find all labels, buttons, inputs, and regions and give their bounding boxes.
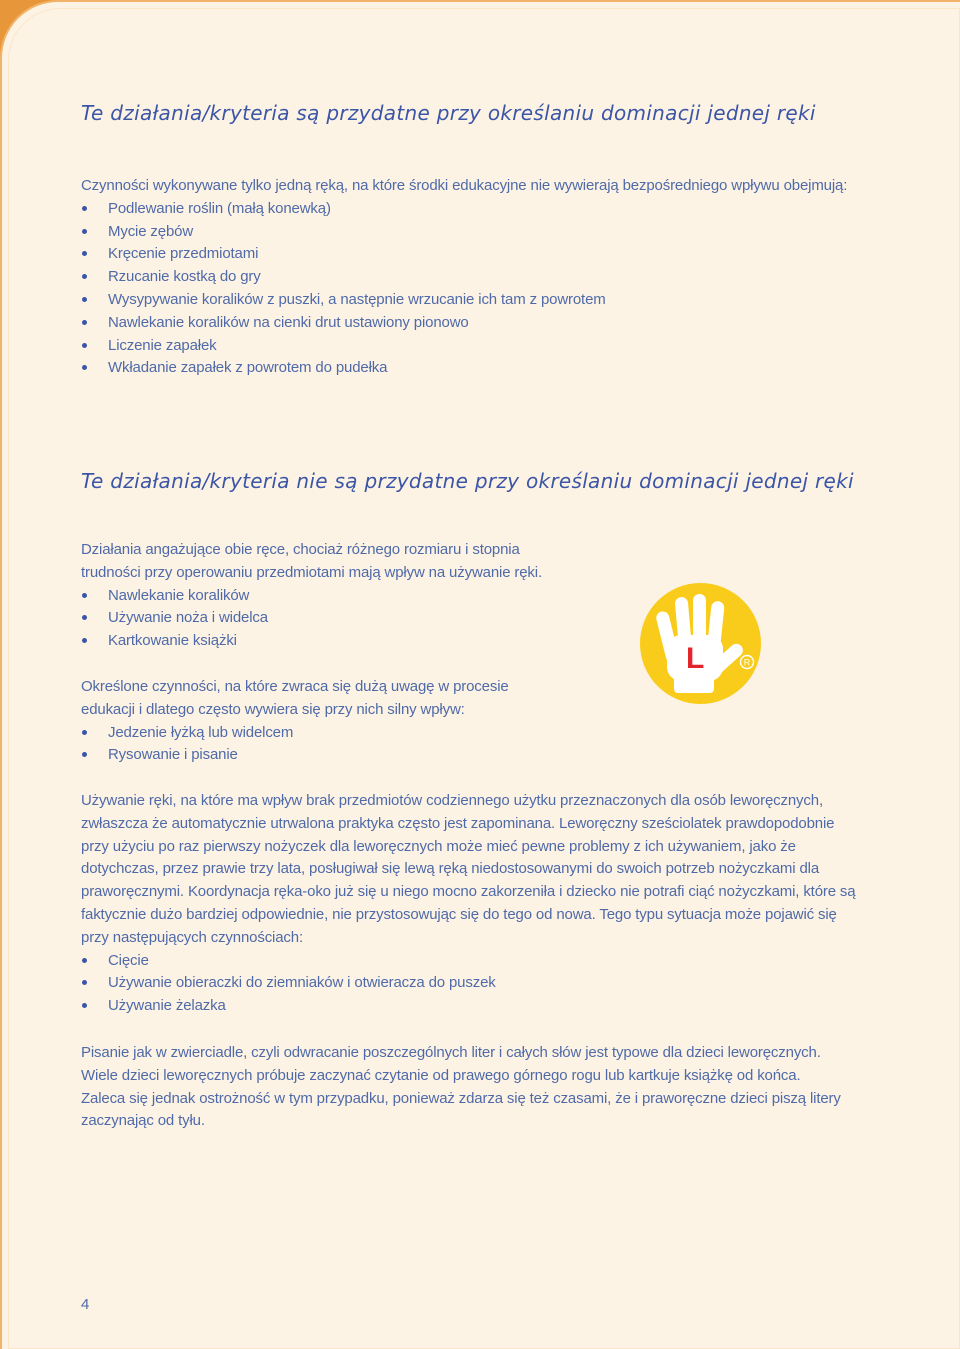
paragraph-line: zwłaszcza że automatycznie utrwalona praktyka często jest zapominana. Leworęczny sześciolatek prawdopodobnie [81,814,835,832]
section1-heading: Te działania/kryteria są przydatne przy określaniu dominacji jednej ręki [81,101,816,125]
left-hand-logo-graphic [640,583,761,704]
section2-intro-line: Działania angażujące obie ręce, chociaż różnego rozmiaru i stopnia [81,541,520,558]
page-number: 4 [81,1296,90,1313]
section1-list [81,198,847,380]
paragraph-line: Wiele dzieci leworęcznych próbuje zaczynać czytanie od prawego górnego rogu lub kartkuje książkę od końca. [81,1066,801,1084]
paragraph-line: faktycznie dużo bardziej odpowiednie, nie przystosowując się do tego od nowa. Tego typu sytuacja może pojawić się [81,905,837,923]
section2-list3 [81,950,855,1018]
paragraph-line: przy następujących czynnościach: [81,928,303,946]
list-item: Rzucanie kostką do gry [81,266,847,289]
list-item: Mycie zębów [81,221,847,244]
section2-heading: Te działania/kryteria nie są przydatne przy określaniu dominacji jednej ręki [81,469,854,493]
list-item: Używanie noża i widelca [81,607,542,630]
list-item: Jedzenie łyżką lub widelcem [81,722,509,745]
section2-list2 [81,722,509,768]
list-item: Rysowanie i pisanie [81,744,509,767]
logo-letter: L [686,642,705,675]
list-item: Podlewanie roślin (małą konewką) [81,198,847,221]
section2-intro2-line: Określone czynności, na które zwraca się dużą uwagę w procesie [81,678,509,695]
section1-intro: Czynności wykonywane tylko jedną ręką, na które środki edukacyjne nie wywierają bezpośredniego wpływu obejmują: [81,177,848,194]
section2-intro2-line: edukacji i dlatego często wywiera się przy nich silny wpływ: [81,700,465,718]
paragraph-line: Pisanie jak w zwierciadle, czyli odwracanie poszczególnych liter i całych słów jest typowe dla dzieci leworęcznych. [81,1044,821,1061]
section2-intro-line: trudności przy operowaniu przedmiotami mają wpływ na używanie ręki. [81,563,542,581]
section2-intro-block [81,539,542,653]
list-item: Używanie żelazka [81,995,855,1018]
list-item: Kręcenie przedmiotami [81,243,847,266]
paragraph-line: praworęcznymi. Koordynacja ręka-oko już się u niego mocno zakorzeniła i dziecko nie potrafi ciąć nożyczkami, które są [81,883,856,901]
list-item: Nawlekanie koralików na cienki drut ustawiony pionowo [81,312,847,335]
list-item: Liczenie zapałek [81,335,847,358]
registered-mark: R [743,657,751,668]
paragraph-line: Zaleca się jednak ostrożność w tym przypadku, ponieważ zdarza się też czasami, że i praworęczne dzieci piszą litery [81,1089,841,1107]
paragraph-line: zaczynając od tyłu. [81,1112,205,1130]
section2-intro2-block [81,676,509,767]
list-item: Cięcie [81,950,855,973]
list-item: Używanie obieraczki do ziemniaków i otwieracza do puszek [81,972,855,995]
section2-list [81,585,542,653]
list-item: Wysypywanie koralików z puszki, a następnie wrzucanie ich tam z powrotem [81,289,847,312]
section2-paragraph-block [81,790,855,1018]
paragraph-line: przy użyciu po raz pierwszy nożyczek dla leworęcznych może mieć pewne problemy z ich używaniem, jako że [81,837,796,855]
list-item: Nawlekanie koralików [81,585,542,608]
paragraph-line: dotychczas, przez prawie trzy lata, posługiwał się lewą ręką niedostosowanymi do swoich potrzeb nożyczkami dla [81,860,820,878]
section1-body [81,175,847,380]
list-item: Kartkowanie książki [81,630,542,653]
list-item: Wkładanie zapałek z powrotem do pudełka [81,357,847,380]
paragraph-line: Używanie ręki, na które ma wpływ brak przedmiotów codziennego użytku przeznaczonych dla osób leworęcznych, [81,792,823,809]
closing-paragraph [81,1042,841,1133]
left-hand-logo [640,583,761,704]
